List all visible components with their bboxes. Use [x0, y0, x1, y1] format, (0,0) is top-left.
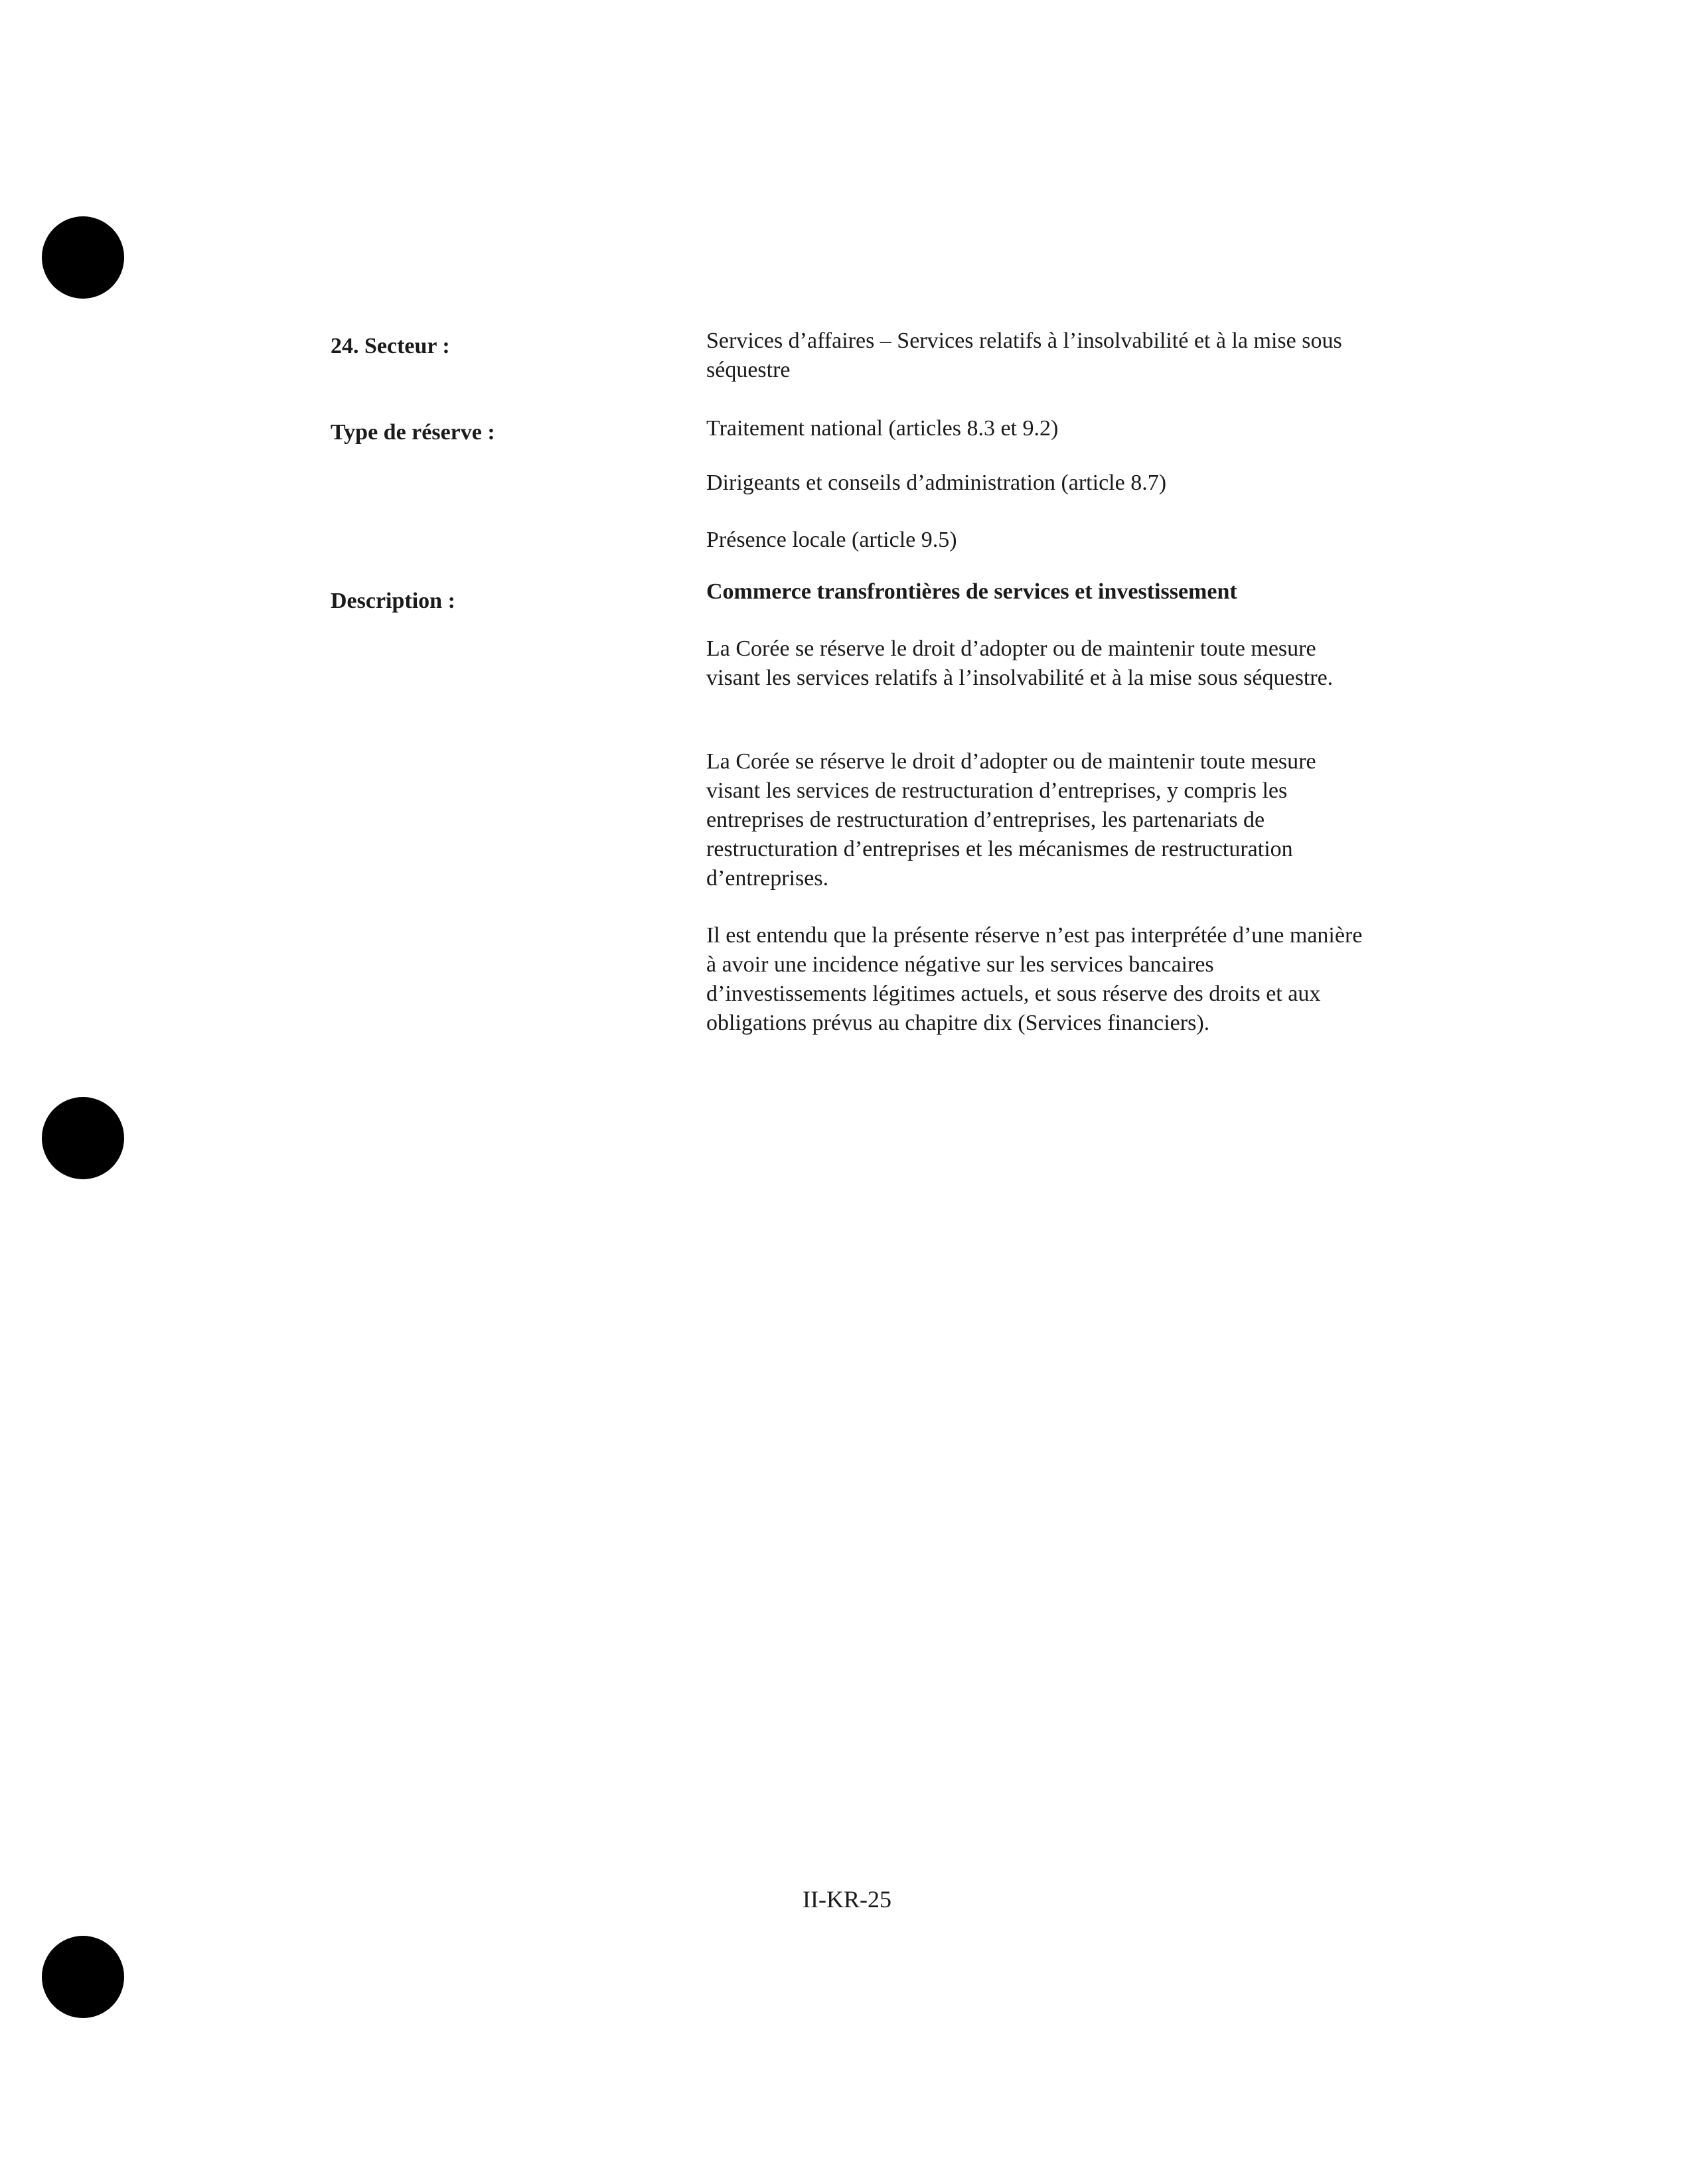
- reservation-type-item: [706, 526, 1370, 555]
- description-paragraph-text: La Corée se réserve le droit d’adopter ou de maintenir toute mesure visant les services de restructuration d’entreprises, y compris les entreprises de restructuration d’entreprises, les partenariats de restructuration d’entreprises et les mécanismes de restructuration d’entreprises.: [706, 749, 1316, 891]
- reservation-type-item: [706, 469, 1370, 498]
- description-paragraph: [706, 921, 1370, 1038]
- reservation-type-text: Dirigeants et conseils d’administration (article 8.7): [706, 471, 1167, 495]
- reservation-type-item: [706, 414, 1370, 443]
- punch-hole-middle: [42, 1097, 124, 1179]
- sector-label: 24. Secteur :: [331, 334, 450, 358]
- description-paragraph: [706, 634, 1370, 693]
- page-number: II-KR-25: [803, 1886, 891, 1913]
- sector-value: [706, 327, 1370, 385]
- punch-hole-top: [42, 216, 124, 299]
- description-paragraph-text: Il est entendu que la présente réserve n’est pas interprétée d’une manière à avoir une incidence négative sur les services bancaires d’investissements légitimes actuels, et sous réserve des droits et aux obligations prévus au chapitre dix (Services financiers).: [706, 923, 1363, 1035]
- reservation-type-text: Traitement national (articles 8.3 et 9.2): [706, 416, 1059, 441]
- sector-value-text: Services d’affaires – Services relatifs à l’insolvabilité et à la mise sous séquestre: [706, 328, 1342, 382]
- punch-hole-bottom: [42, 1936, 124, 2018]
- reservation-type-text: Présence locale (article 9.5): [706, 528, 957, 552]
- description-heading: [706, 577, 1370, 607]
- description-heading-text: Commerce transfrontières de services et investissement: [706, 579, 1237, 604]
- description-paragraph: [706, 747, 1370, 893]
- description-label: Description :: [331, 589, 455, 613]
- description-paragraph-text: La Corée se réserve le droit d’adopter ou de maintenir toute mesure visant les services relatifs à l’insolvabilité et à la mise sous séquestre.: [706, 636, 1334, 690]
- reservation-type-label: Type de réserve :: [331, 420, 495, 445]
